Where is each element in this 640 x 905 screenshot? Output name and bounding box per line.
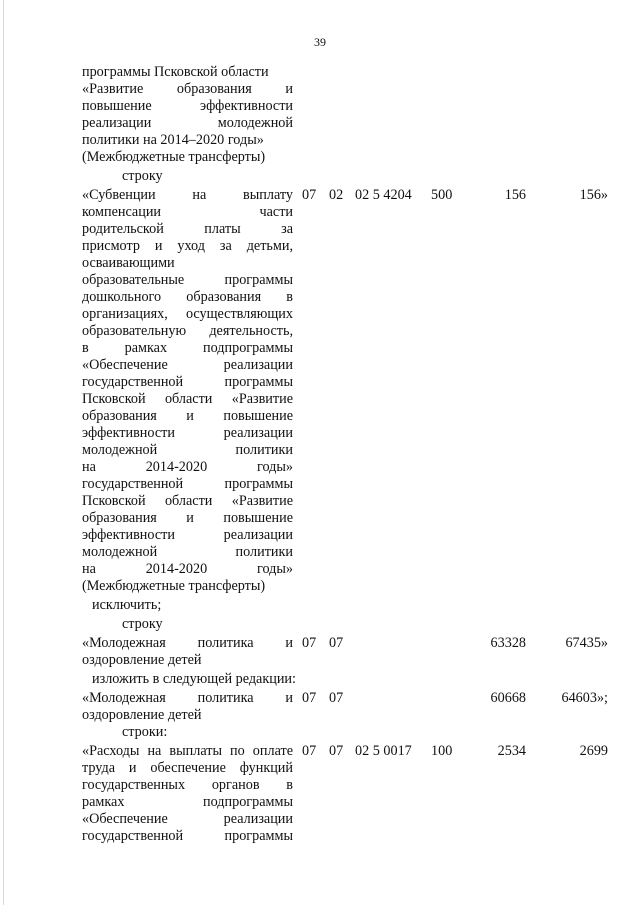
- subsection-code: 07: [329, 690, 344, 706]
- section-code: 07: [302, 187, 317, 203]
- page-number: 39: [314, 35, 326, 49]
- text-line: политики на 2014–2020 годы»: [82, 132, 264, 148]
- text-line: «Расходы на выплаты по оплате: [82, 743, 293, 759]
- amount-second-year: 64603»;: [561, 690, 608, 706]
- text-line: родительской платы за: [82, 221, 293, 237]
- text-line: в рамках подпрограммы: [82, 340, 293, 356]
- text-line: государственной программы: [82, 828, 293, 844]
- text-line: «Обеспечение реализации: [82, 811, 293, 827]
- amount-first-year: 2534: [497, 743, 526, 759]
- target-article-code: [355, 635, 425, 652]
- instruction-line: изложить в следующей редакции:: [92, 671, 296, 687]
- text-line: «Молодежная политика и: [82, 635, 293, 651]
- instruction-line: строку: [122, 616, 163, 632]
- text-line: государственной программы: [82, 374, 293, 390]
- subsection-code: 07: [329, 743, 344, 759]
- text-line: образовательные программы: [82, 272, 293, 288]
- scan-edge: [3, 0, 4, 905]
- text-line: компенсации части: [82, 204, 293, 220]
- text-line: «Развитие образования и: [82, 81, 293, 97]
- amount-second-year: 67435»: [565, 635, 608, 651]
- text-line: «Обеспечение реализации: [82, 357, 293, 373]
- instruction-line: исключить;: [92, 597, 162, 613]
- target-article-code: 02 5 4204: [355, 187, 412, 203]
- text-line: рамках подпрограммы: [82, 794, 293, 810]
- text-line: программы Псковской области: [82, 64, 269, 80]
- text-line: осваивающими: [82, 255, 175, 271]
- text-line: эффективности реализации: [82, 527, 293, 543]
- amount-first-year: 63328: [490, 635, 526, 651]
- text-line: реализации молодежной: [82, 115, 293, 131]
- text-line: (Межбюджетные трансферты): [82, 149, 266, 165]
- expense-type-code: [431, 635, 461, 652]
- amount-first-year: 60668: [490, 690, 526, 706]
- text-line: молодежной политики: [82, 442, 293, 458]
- text-line: повышение эффективности: [82, 98, 293, 114]
- text-line: труда и обеспечение функций: [82, 760, 293, 776]
- subsection-code: 02: [329, 187, 344, 203]
- text-line: присмотр и уход за детьми,: [82, 238, 293, 254]
- text-line: Псковской области «Развитие: [82, 391, 293, 407]
- text-line: образовательную деятельность,: [82, 323, 293, 339]
- text-line: (Межбюджетные трансферты): [82, 578, 266, 594]
- text-line: государственных органов в: [82, 777, 293, 793]
- text-line: организациях, осуществляющих: [82, 306, 293, 322]
- expense-type-code: [431, 690, 461, 707]
- text-line: образования и повышение: [82, 510, 293, 526]
- text-line: государственной программы: [82, 476, 293, 492]
- target-article-code: [355, 690, 425, 707]
- text-line: оздоровление детей: [82, 652, 202, 668]
- amount-first-year: 156: [504, 187, 526, 203]
- instruction-line: строки:: [122, 724, 168, 740]
- section-code: 07: [302, 743, 317, 759]
- amount-second-year: 2699: [579, 743, 608, 759]
- target-article-code: 02 5 0017: [355, 743, 412, 759]
- section-code: 07: [302, 635, 317, 651]
- text-line: эффективности реализации: [82, 425, 293, 441]
- amount-second-year: 156»: [579, 187, 608, 203]
- section-code: 07: [302, 690, 317, 706]
- text-line: на 2014-2020 годы»: [82, 561, 293, 577]
- instruction-line: строку: [122, 168, 163, 184]
- text-line: образования и повышение: [82, 408, 293, 424]
- text-line: Псковской области «Развитие: [82, 493, 293, 509]
- text-line: дошкольного образования в: [82, 289, 293, 305]
- text-line: молодежной политики: [82, 544, 293, 560]
- text-line: «Молодежная политика и: [82, 690, 293, 706]
- expense-type-code: 500: [431, 187, 453, 203]
- expense-type-code: 100: [431, 743, 453, 759]
- text-line: на 2014-2020 годы»: [82, 459, 293, 475]
- subsection-code: 07: [329, 635, 344, 651]
- text-line: «Субвенции на выплату: [82, 187, 293, 203]
- text-line: оздоровление детей: [82, 707, 202, 723]
